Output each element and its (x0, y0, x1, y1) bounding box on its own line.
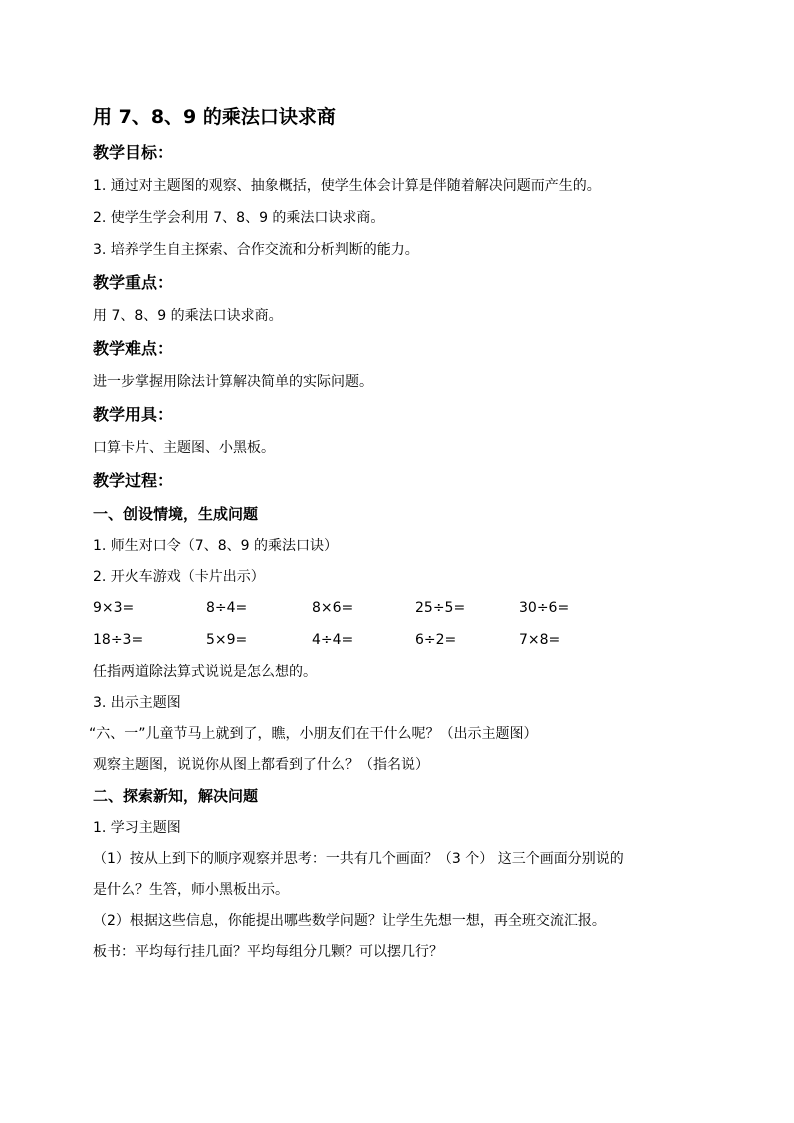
difficulties-text: 进一步掌握用除法计算解决简单的实际问题。 (93, 374, 373, 390)
card-expression: 9×3= (93, 600, 135, 616)
card-row-1 (93, 598, 713, 618)
card-expression: 5×9= (206, 632, 248, 648)
card-expression: 4÷4= (312, 632, 354, 648)
card-expression: 8÷4= (206, 600, 248, 616)
board-text: 板书：平均每行挂几面？平均每组分几颗？可以摆几行？ (93, 944, 443, 960)
card-row-2 (93, 630, 713, 650)
card-expression: 6÷2= (415, 632, 457, 648)
section2-sub2: （2）根据这些信息，你能提出哪些数学问题？让学生先想一想，再全班交流汇报。 (93, 913, 606, 929)
key-points-heading: 教学重点： (93, 273, 174, 292)
section2-step1: 1. 学习主题图 (93, 820, 181, 836)
tools-text: 口算卡片、主题图、小黑板。 (93, 440, 275, 456)
section1-step2: 2. 开火车游戏（卡片出示） (93, 569, 265, 585)
section2-heading: 二、探索新知，解决问题 (93, 787, 259, 805)
card-expression: 8×6= (312, 600, 354, 616)
objectives-heading: 教学目标： (93, 143, 174, 162)
document-page (89, 104, 713, 974)
tools-heading: 教学用具： (93, 405, 174, 424)
holiday-quote: “六、一”儿童节马上就到了，瞧，小朋友们在干什么呢？（出示主题图） (89, 726, 538, 742)
objective-item-2: 2. 使学生学会利用 7、8、9 的乘法口诀求商。 (93, 210, 385, 226)
objective-item-1: 1. 通过对主题图的观察、抽象概括，使学生体会计算是伴随着解决问题而产生的。 (93, 178, 601, 194)
card-expression: 7×8= (519, 632, 561, 648)
card-expression: 18÷3= (93, 632, 144, 648)
observe-text: 观察主题图，说说你从图上都看到了什么？（指名说） (93, 757, 429, 773)
section1-heading: 一、创设情境，生成问题 (93, 505, 259, 523)
card-expression: 25÷5= (415, 600, 466, 616)
card-expression: 30÷6= (519, 600, 570, 616)
objective-item-3: 3. 培养学生自主探索、合作交流和分析判断的能力。 (93, 242, 419, 258)
section2-sub1-line2: 是什么？生答，师小黑板出示。 (93, 882, 289, 898)
section2-sub1-line1: （1）按从上到下的顺序观察并思考：一共有几个画面？（3 个） 这三个画面分别说的 (93, 851, 624, 867)
section1-step3: 3. 出示主题图 (93, 695, 181, 711)
key-points-text: 用 7、8、9 的乘法口诀求商。 (93, 308, 283, 324)
section1-step1: 1. 师生对口令（7、8、9 的乘法口诀） (93, 538, 338, 554)
difficulties-heading: 教学难点： (93, 339, 174, 358)
after-cards-text: 任指两道除法算式说说是怎么想的。 (93, 664, 317, 680)
process-heading: 教学过程： (93, 471, 174, 490)
document-title: 用 7、8、9 的乘法口诀求商 (93, 106, 336, 128)
